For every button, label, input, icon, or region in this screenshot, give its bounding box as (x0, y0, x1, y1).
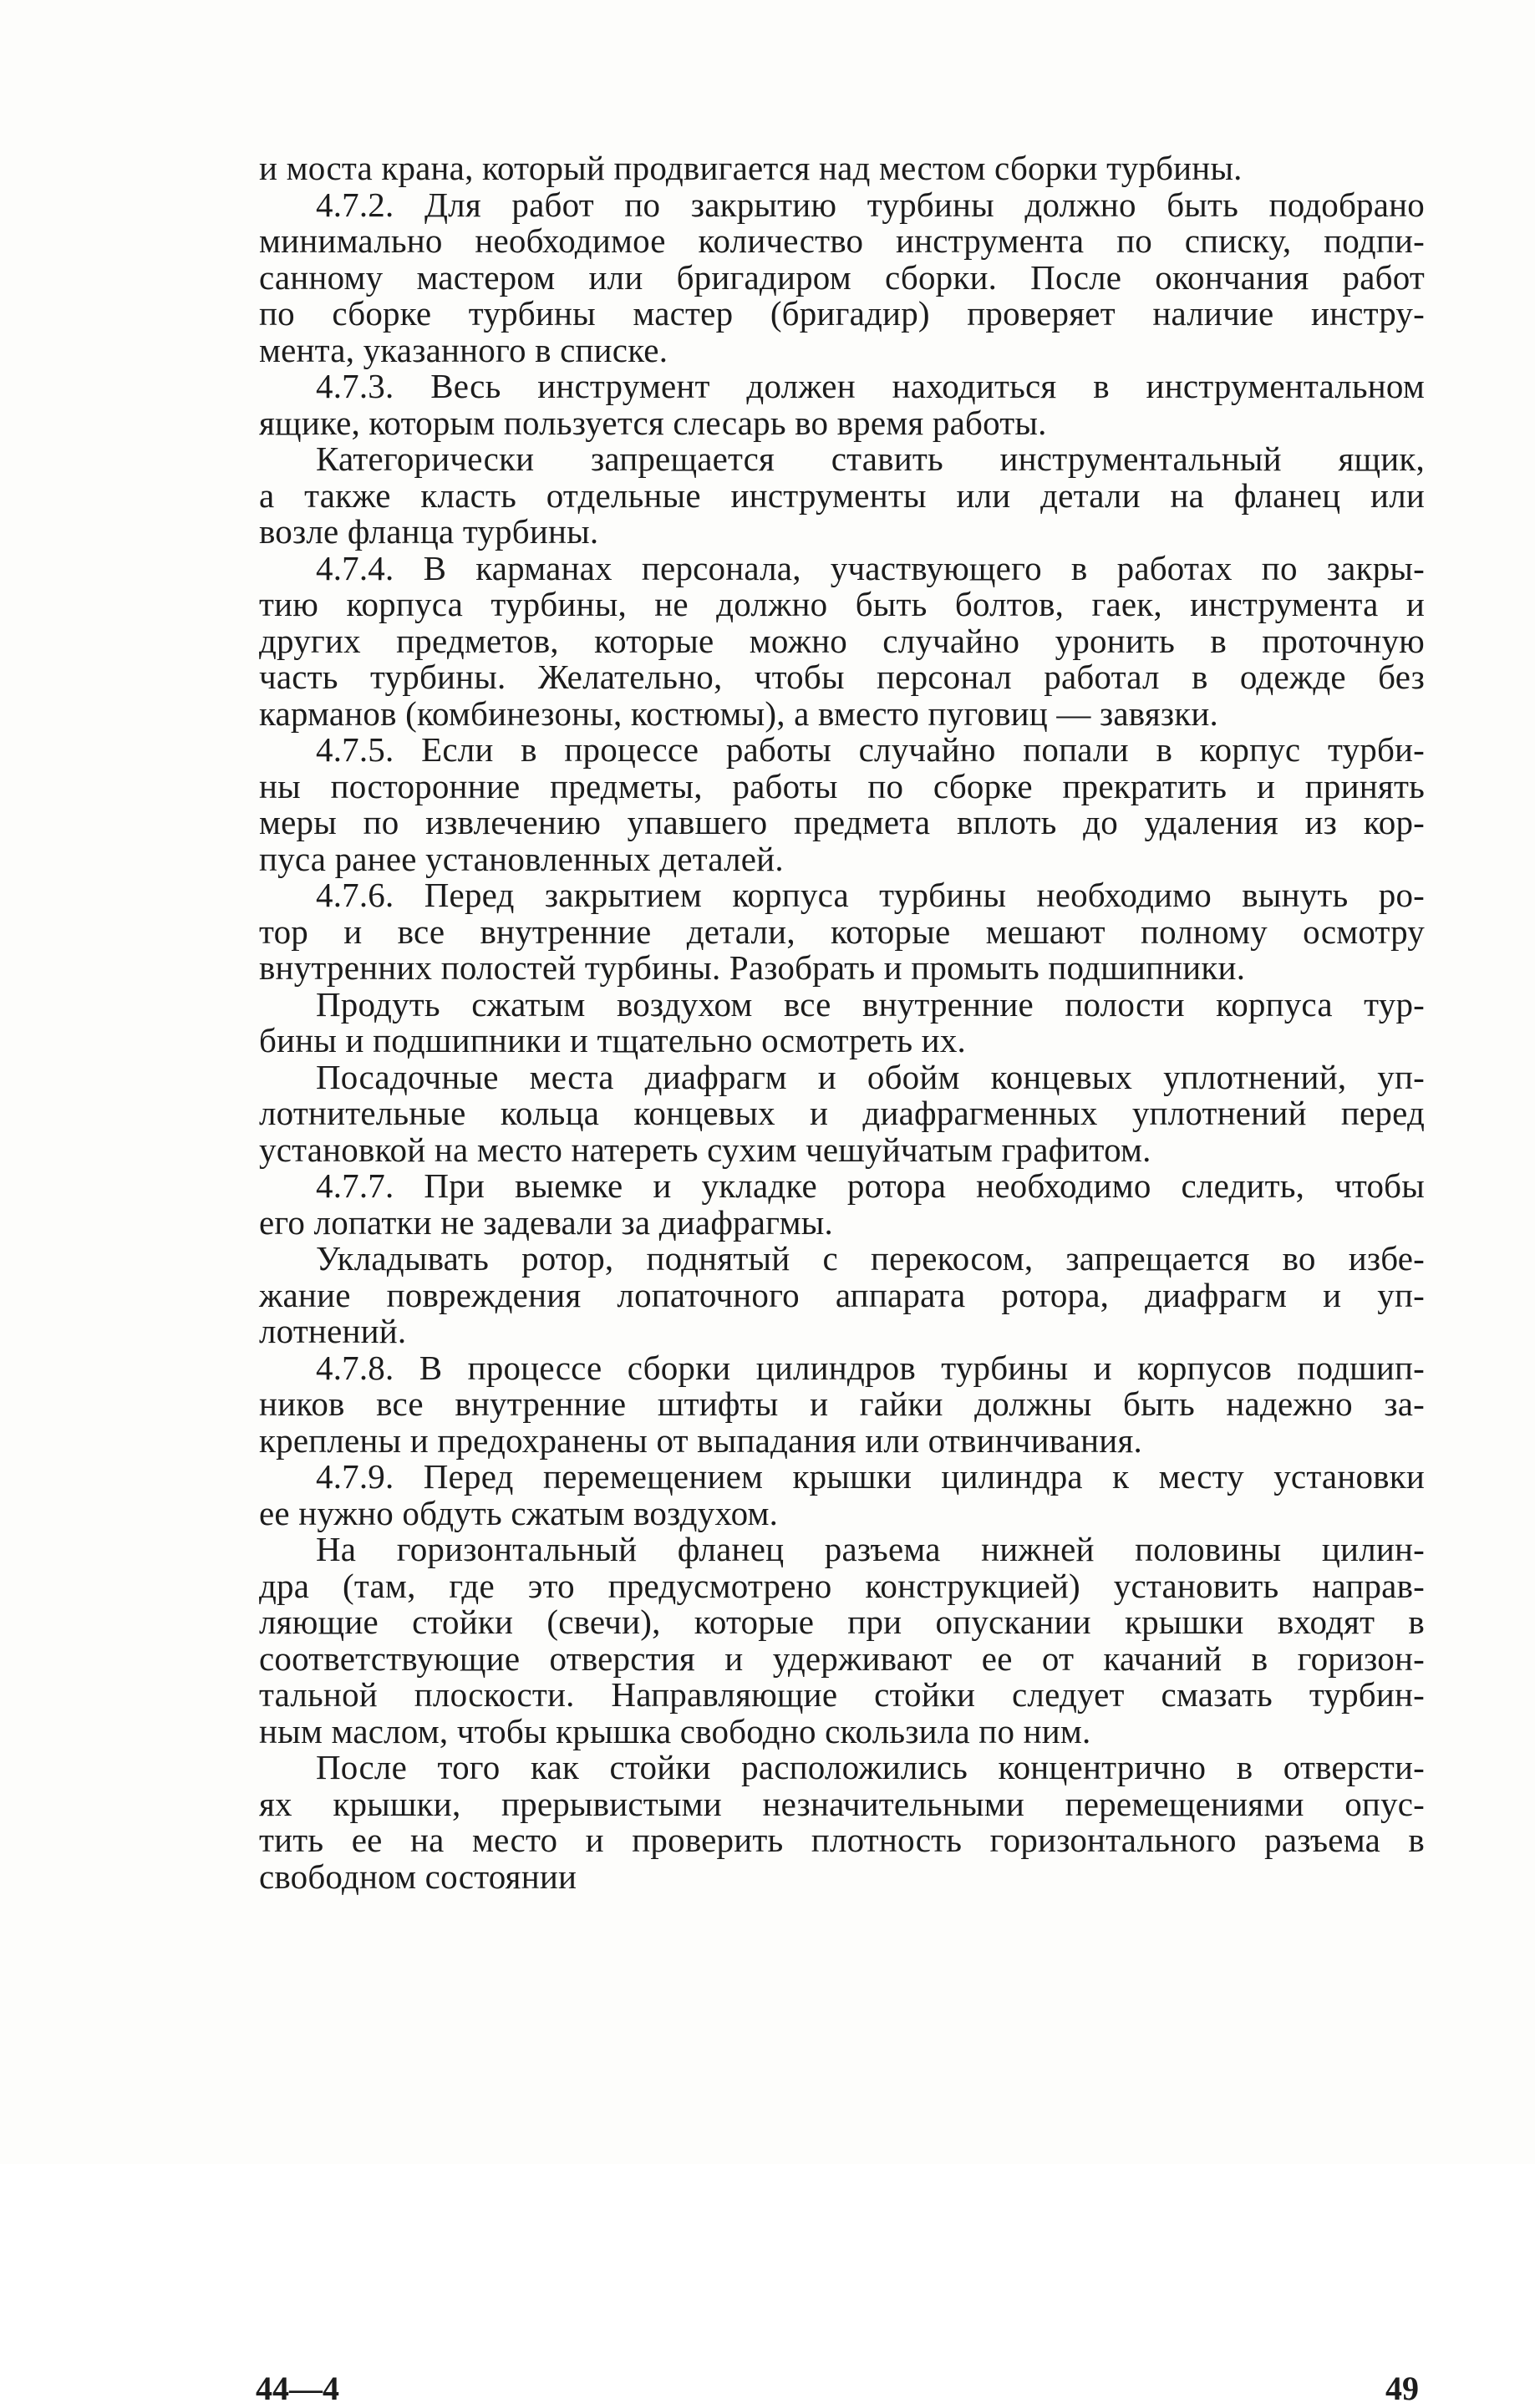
text-line: соответствующие отверстия и удерживают ее от качаний в горизон- (259, 1638, 1425, 1678)
paragraph (259, 1168, 1425, 1241)
text-line: лотнительные кольца концевых и диафрагменных уплотнений перед (259, 1094, 1425, 1132)
text-line: внутренних полостей турбины. Разобрать и промыть подшипники. (259, 948, 1246, 987)
text-line: ны посторонние предметы, работы по сборке прекратить и принять (259, 766, 1425, 805)
paragraph (259, 1459, 1425, 1532)
text-line: других предметов, которые можно случайно уронить в проточную (259, 621, 1425, 660)
paragraph (259, 1532, 1425, 1750)
paragraph (259, 732, 1425, 877)
text-line: пуса ранее установленных деталей. (259, 839, 784, 878)
paragraph (259, 1350, 1425, 1460)
paragraph (259, 1059, 1425, 1169)
text-line: 4.7.8. В процессе сборки цилиндров турбины и корпусов подшип- (316, 1348, 1425, 1387)
text-line: тить ее на место и проверить плотность горизонтального разъема в (259, 1821, 1425, 1859)
text-line: тию корпуса турбины, не должно быть болтов, гаек, инструмента и (259, 585, 1425, 623)
text-line: Категорически запрещается ставить инструментальный ящик, (316, 439, 1425, 478)
body-text (259, 150, 1425, 1895)
text-line: 4.7.3. Весь инструмент должен находиться в инструментальном (316, 367, 1425, 405)
paragraph (259, 187, 1425, 369)
text-line: карманов (комбинезоны, костюмы), а вместо пуговиц — завязки. (259, 693, 1218, 733)
text-line: и моста крана, который продвигается над местом сборки турбины. (259, 149, 1243, 187)
text-line: 4.7.5. Если в процессе работы случайно попали в корпус турби- (316, 730, 1425, 769)
paragraph (259, 1241, 1425, 1350)
text-line: тальной плоскости. Направляющие стойки следует смазать турбин- (259, 1675, 1425, 1714)
text-line: 4.7.9. Перед перемещением крышки цилиндра к месту установки (316, 1457, 1425, 1496)
text-line: возле фланца турбины. (259, 512, 599, 551)
text-line: жание повреждения лопаточного аппарата ротора, диафрагм и уп- (259, 1275, 1425, 1314)
text-line: 4.7.2. Для работ по закрытию турбины должно быть подобрано (316, 185, 1425, 224)
text-line: Продуть сжатым воздухом все внутренние полости корпуса тур- (316, 984, 1425, 1024)
text-line: Посадочные места диафрагм и обойм концевых уплотнений, уп- (316, 1057, 1425, 1096)
text-line: дра (там, где это предусмотрено конструкцией) установить направ- (259, 1566, 1425, 1605)
text-line: ным маслом, чтобы крышка свободно скользила по ним. (259, 1711, 1091, 1750)
text-line: меры по извлечению упавшего предмета вплоть до удаления из кор- (259, 803, 1425, 841)
text-line: ляющие стойки (свечи), которые при опускании крышки входят в (259, 1603, 1425, 1641)
text-line: установкой на место натереть сухим чешуйчатым графитом. (259, 1130, 1151, 1169)
signature-mark: 44—4 (256, 2370, 339, 2407)
text-line: бины и подшипники и тщательно осмотреть их. (259, 1021, 966, 1059)
text-line: 4.7.6. Перед закрытием корпуса турбины необходимо вынуть ро- (316, 876, 1425, 914)
text-line: После того как стойки расположились концентрично в отверсти- (316, 1748, 1425, 1786)
text-line: 4.7.7. При выемке и укладке ротора необходимо следить, чтобы (316, 1166, 1425, 1205)
text-line: 4.7.4. В карманах персонала, участвующего в работах по закры- (316, 548, 1425, 587)
paragraph (259, 1750, 1425, 1895)
text-line: по сборке турбины мастер (бригадир) проверяет наличие инстру- (259, 294, 1425, 333)
text-line: мента, указанного в списке. (259, 330, 668, 369)
text-line: санному мастером или бригадиром сборки. После окончания работ (259, 257, 1425, 297)
text-line: лотнений. (259, 1312, 407, 1350)
text-line: На горизонтальный фланец разъема нижней половины цилин- (316, 1530, 1425, 1568)
paragraph (259, 368, 1425, 441)
text-line: креплены и предохранены от выпадания или отвинчивания. (259, 1420, 1142, 1460)
text-line: часть турбины. Желательно, чтобы персонал работал в одежде без (259, 658, 1425, 696)
text-line: ее нужно обдуть сжатым воздухом. (259, 1493, 779, 1532)
text-line: ников все внутренние штифты и гайки должны быть надежно за- (259, 1384, 1425, 1423)
text-line: ящике, которым пользуется слесарь во время работы. (259, 403, 1047, 442)
text-line: свободном состоянии (259, 1857, 577, 1896)
paragraph (259, 441, 1425, 551)
text-line: а также класть отдельные инструменты или детали на фланец или (259, 475, 1425, 515)
text-line: Укладывать ротор, поднятый с перекосом, запрещается во избе- (316, 1239, 1425, 1278)
page-number: 49 (1385, 2370, 1419, 2407)
text-line: тор и все внутренние детали, которые мешают полному осмотру (259, 912, 1425, 951)
text-line: ях крышки, прерывистыми незначительными перемещениями опус- (259, 1784, 1425, 1823)
paragraph (259, 984, 1425, 1059)
paragraph (259, 150, 1425, 187)
text-line: минимально необходимое количество инструмента по списку, подпи- (259, 221, 1425, 260)
text-line: его лопатки не задевали за диафрагмы. (259, 1202, 834, 1242)
paragraph (259, 548, 1425, 733)
paragraph (259, 877, 1425, 987)
